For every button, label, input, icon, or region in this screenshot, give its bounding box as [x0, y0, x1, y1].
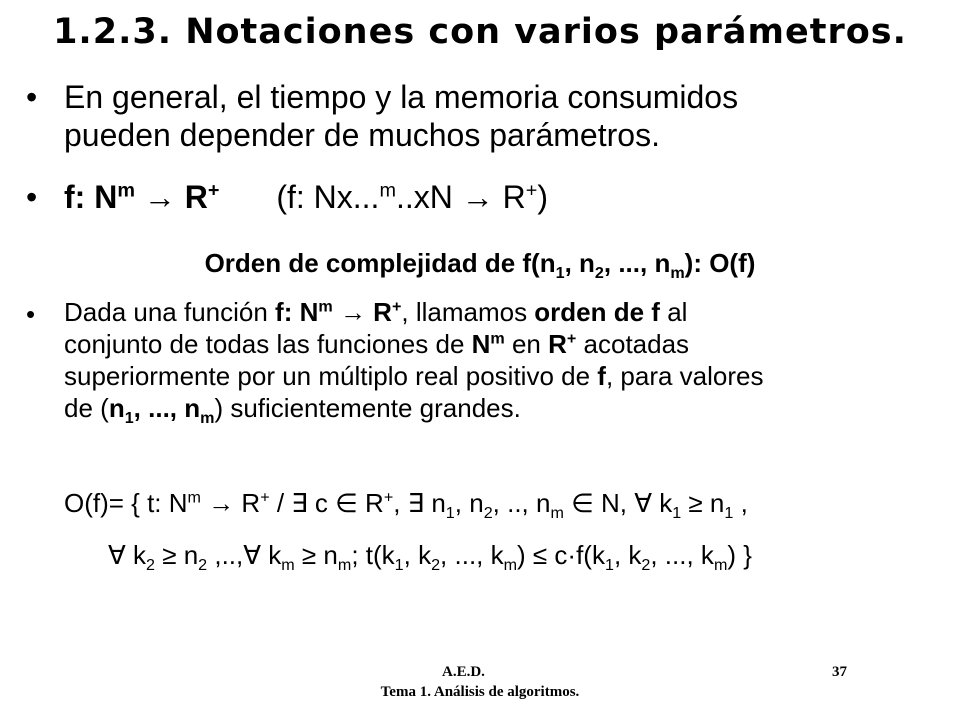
text-fragment: f — [597, 361, 606, 391]
text-fragment: ≥ n — [681, 488, 725, 518]
bullet-line: En general, el tiempo y la memoria consumidos — [64, 79, 739, 115]
subscript: 1 — [445, 504, 455, 523]
superscript: m — [490, 329, 505, 348]
text-fragment: / ∃ c ∈ R — [269, 488, 384, 518]
bullet-text-signature — [64, 178, 548, 216]
subscript: m — [200, 409, 215, 428]
signature-alt — [276, 179, 548, 215]
text-fragment: , n — [454, 488, 484, 518]
bullet-marker: • — [26, 179, 38, 215]
text-fragment: R — [184, 179, 208, 215]
text-fragment: Orden de complejidad de f(n — [204, 248, 556, 278]
text-fragment: , ..., k — [650, 540, 714, 570]
subscript: 1 — [124, 409, 134, 428]
subscript: 2 — [483, 504, 493, 523]
text-fragment: ≥ n — [154, 540, 199, 570]
formula-line-2 — [108, 538, 752, 575]
bullet-marker: • — [26, 299, 36, 329]
subscript: 1 — [555, 264, 565, 283]
text-fragment: (f: Nx... — [276, 179, 380, 215]
arrow-symbol: → — [461, 179, 494, 215]
text-fragment: en — [504, 329, 549, 359]
text-fragment: ≥ n — [294, 540, 338, 570]
text-fragment: R — [548, 329, 567, 359]
text-fragment: R — [502, 179, 526, 215]
subscript: 1 — [394, 556, 404, 575]
arrow-symbol: → — [143, 179, 176, 215]
text-fragment: conjunto de todas las funciones de — [64, 329, 472, 359]
subscript: m — [713, 556, 728, 575]
superscript: + — [525, 179, 538, 202]
superscript: + — [383, 488, 394, 507]
subscript: 1 — [724, 504, 734, 523]
text-fragment: , .., n — [492, 488, 551, 518]
subscript: m — [550, 504, 564, 523]
section-subtitle — [0, 246, 960, 283]
text-fragment: ; t(k — [351, 540, 395, 570]
text-fragment: , ∃ n — [393, 488, 446, 518]
text-fragment: , k — [403, 540, 432, 570]
formula-line-1 — [64, 486, 748, 523]
subscript: 2 — [198, 556, 208, 575]
superscript: + — [391, 297, 402, 316]
subscript: 2 — [431, 556, 441, 575]
text-fragment: ..xN — [395, 179, 453, 215]
paragraph-line — [64, 392, 944, 428]
paragraph-line — [64, 360, 944, 392]
subscript: m — [670, 264, 685, 283]
text-fragment: ): O(f) — [684, 248, 756, 278]
paragraph-line — [64, 328, 944, 360]
footer-topic: Tema 1. Análisis de algoritmos. — [380, 684, 580, 700]
superscript: m — [318, 297, 333, 316]
slide-title: 1.2.3. Notaciones con varios parámetros. — [53, 12, 907, 52]
text-fragment: , k — [613, 540, 642, 570]
text-fragment: ) ≤ c·f(k — [517, 540, 605, 570]
text-fragment: de ( — [64, 393, 109, 423]
text-fragment: ∈ N, ∀ k — [563, 488, 673, 518]
superscript: m — [117, 179, 135, 202]
subscript: 2 — [594, 264, 604, 283]
text-fragment: acotadas — [576, 329, 690, 359]
text-fragment: , llamamos — [401, 297, 535, 327]
text-fragment: O(f)= { t: N — [64, 488, 188, 518]
paragraph-line — [64, 296, 944, 328]
text-fragment: → R — [200, 488, 261, 518]
subscript: m — [281, 556, 295, 575]
subscript: 2 — [146, 556, 155, 575]
text-fragment: , para valores — [605, 361, 764, 391]
superscript: + — [207, 179, 220, 202]
subscript: 2 — [641, 556, 651, 575]
text-fragment: ) } — [727, 540, 752, 570]
text-fragment: ) suficientemente grandes. — [214, 393, 521, 423]
text-fragment: ∀ k — [108, 540, 147, 570]
text-fragment: f: N — [275, 297, 319, 327]
superscript: m — [379, 179, 396, 202]
text-fragment: orden de f — [534, 297, 660, 327]
text-fragment: superiormente por un múltiplo real positivo de — [64, 361, 598, 391]
text-fragment: n — [108, 393, 125, 423]
subscript: m — [503, 556, 518, 575]
text-fragment: , n — [564, 248, 595, 278]
text-fragment: , — [733, 488, 748, 518]
text-fragment: , ..., n — [133, 393, 201, 423]
superscript: + — [260, 488, 270, 507]
text-fragment: al — [659, 297, 688, 327]
bullet-line: pueden depender de muchos parámetros. — [64, 117, 660, 153]
superscript: m — [187, 488, 201, 507]
subscript: 1 — [604, 556, 614, 575]
definition-paragraph — [64, 296, 944, 428]
arrow-symbol: → — [339, 297, 366, 327]
text-fragment: f: N — [64, 179, 118, 215]
text-fragment: N — [471, 329, 491, 359]
footer-course: A.E.D. — [442, 664, 485, 680]
page-number: 37 — [832, 664, 847, 680]
text-fragment: , ..., n — [603, 248, 671, 278]
text-fragment: , ..., k — [440, 540, 504, 570]
text-fragment: ,..,∀ k — [207, 540, 282, 570]
subscript: m — [337, 556, 352, 575]
text-fragment: Dada una función — [64, 297, 276, 327]
bullet-marker: • — [26, 79, 38, 115]
text-fragment: R — [373, 297, 392, 327]
subscript: 1 — [672, 504, 682, 523]
superscript: + — [566, 329, 577, 348]
text-fragment: ) — [537, 179, 548, 215]
bullet-text-general — [64, 78, 944, 154]
